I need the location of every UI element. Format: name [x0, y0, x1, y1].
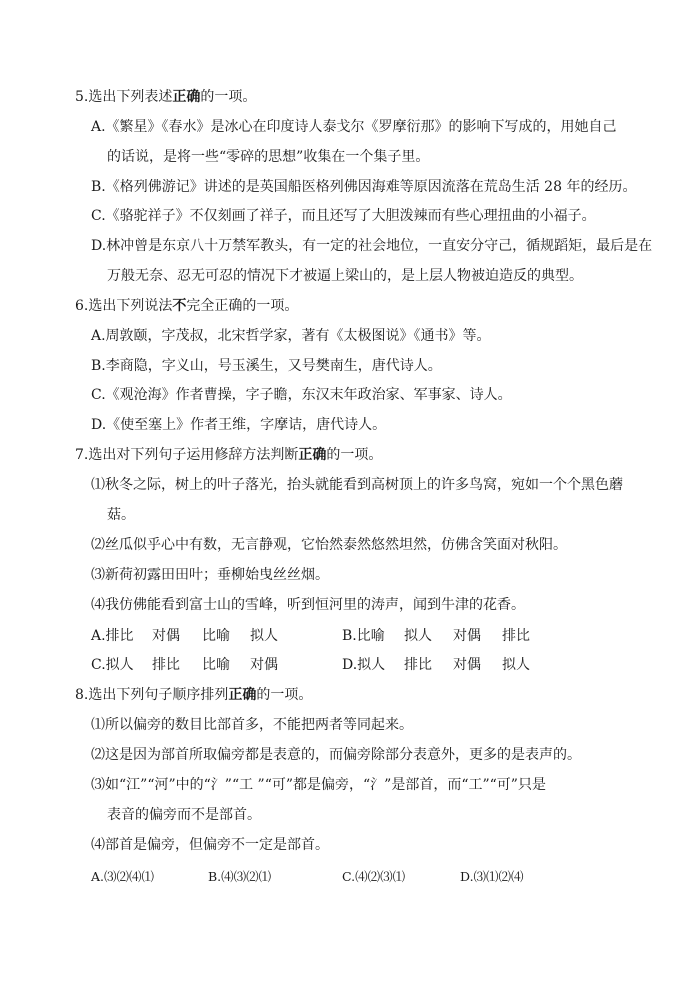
q7-sentence-3: ⑶新荷初露田田叶；垂柳始曳丝丝烟。 — [91, 567, 329, 583]
q5-option-c: C.《骆驼祥子》不仅刻画了祥子，而且还写了大胆泼辣而有些心理扭曲的小福子。 — [91, 208, 596, 224]
q7-option-c-3: 比喻 — [202, 657, 230, 673]
q5-stem-emphasis: 正确 — [172, 89, 201, 105]
q7-stem-emphasis: 正确 — [298, 447, 327, 463]
q7-stem-tail: 的一项。 — [326, 447, 383, 463]
q6-stem-tail: 完全正确的一项。 — [186, 298, 299, 314]
q7-option-a-4: 拟人 — [250, 628, 278, 644]
q7-option-c-2: 排比 — [152, 657, 180, 673]
q5-option-a-line1: A.《繁星》《春水》是冰心在印度诗人泰戈尔《罗摩衍那》的影响下写成的，用她自己 — [91, 119, 617, 135]
q7-option-d-2: 排比 — [404, 657, 432, 673]
q6-stem — [75, 297, 298, 315]
q7-option-c-4: 对偶 — [250, 657, 278, 673]
q8-sentence-1: ⑴所以偏旁的数目比部首多，不能把两者等同起来。 — [91, 717, 413, 733]
q5-option-d-line1: D.林冲曾是东京八十万禁军教头，有一定的社会地位，一直安分守己，循规蹈矩，最后是在 — [91, 238, 653, 254]
q7-option-b-4: 排比 — [502, 628, 530, 644]
q7-option-d-1: D.拟人 — [342, 657, 386, 673]
q8-sentence-3-line2: 表音的偏旁而不是部首。 — [107, 807, 261, 823]
q7-option-a-1: A.排比 — [91, 628, 134, 644]
q5-option-d-line2: 万般无奈、忍无可忍的情况下才被逼上梁山的，是上层人物被迫造反的典型。 — [107, 268, 583, 284]
q5-stem-tail: 的一项。 — [200, 89, 257, 105]
q6-option-b: B.李商隐，字义山，号玉溪生，又号樊南生，唐代诗人。 — [91, 358, 442, 374]
q8-option-d: D.⑶⑴⑵⑷ — [460, 869, 524, 884]
q5-stem — [75, 88, 256, 106]
q7-option-b-1: B.比喻 — [342, 628, 385, 644]
q6-stem-text: 6.选出下列说法 — [75, 298, 173, 314]
q7-stem — [75, 446, 382, 464]
q8-stem — [75, 686, 312, 704]
q7-sentence-2: ⑵丝瓜似乎心中有数，无言静观，它怡然泰然悠然坦然，仿佛含笑面对秋阳。 — [91, 537, 567, 553]
q8-sentence-4: ⑷部首是偏旁，但偏旁不一定是部首。 — [91, 837, 329, 853]
q5-option-b: B.《格列佛游记》讲述的是英国船医格列佛因海难等原因流落在荒岛生活 28 年的经历。 — [91, 179, 637, 195]
q7-option-a-3: 比喻 — [202, 628, 230, 644]
q6-option-a: A.周敦颐，字茂叔，北宋哲学家，著有《太极图说》《通书》等。 — [91, 328, 491, 344]
q7-option-b-3: 对偶 — [453, 628, 481, 644]
q7-option-d-4: 拟人 — [502, 657, 530, 673]
q7-stem-text: 7.选出对下列句子运用修辞方法判断 — [75, 447, 299, 463]
q8-stem-text: 8.选出下列句子顺序排列 — [75, 687, 229, 703]
q6-stem-emphasis: 不 — [172, 298, 187, 314]
q8-option-a: A.⑶⑵⑷⑴ — [91, 869, 155, 884]
q7-sentence-1-line1: ⑴秋冬之际，树上的叶子落光，抬头就能看到高树顶上的许多鸟窝，宛如一个个黑色蘑 — [91, 477, 623, 493]
q5-option-a-line2: 的话说，是将一些“零碎的思想”收集在一个集子里。 — [107, 149, 430, 165]
q7-option-b-2: 拟人 — [404, 628, 432, 644]
q8-stem-emphasis: 正确 — [228, 687, 257, 703]
q8-sentence-2: ⑵这是因为部首所取偏旁都是表意的，而偏旁除部分表意外，更多的是表声的。 — [91, 747, 581, 763]
q6-option-c: C.《观沧海》作者曹操，字子瞻，东汉末年政治家、军事家、诗人。 — [91, 387, 512, 403]
q7-option-a-2: 对偶 — [152, 628, 180, 644]
q6-option-d: D.《使至塞上》作者王维，字摩诘，唐代诗人。 — [91, 417, 387, 433]
q8-option-c: C.⑷⑵⑶⑴ — [342, 869, 406, 884]
q7-sentence-1-line2: 菇。 — [107, 507, 135, 523]
q8-sentence-3-line1: ⑶如“江”“河”中的“氵”“工 ”“可”都是偏旁，“氵”是部首，而“工”“可”只是 — [91, 777, 546, 793]
q7-option-c-1: C.拟人 — [91, 657, 134, 673]
q8-stem-tail: 的一项。 — [256, 687, 313, 703]
q5-stem-text: 5.选出下列表述 — [75, 89, 173, 105]
q8-option-b: B.⑷⑶⑵⑴ — [208, 869, 272, 884]
q7-sentence-4: ⑷我仿佛能看到富士山的雪峰，听到恒河里的涛声，闻到牛津的花香。 — [91, 597, 525, 613]
q7-option-d-3: 对偶 — [453, 657, 481, 673]
